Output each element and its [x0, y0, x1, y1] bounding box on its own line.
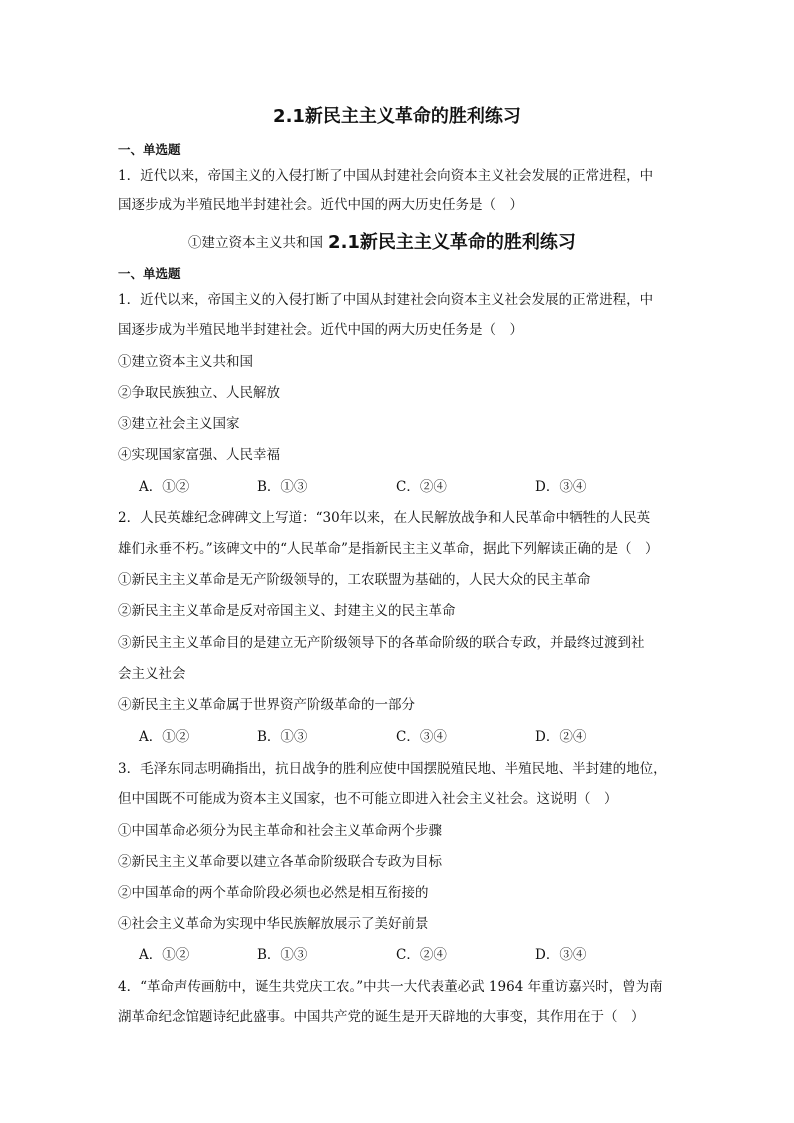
question-1-item-2: ②争取民族独立、人民解放	[118, 385, 280, 401]
option-a[interactable]: A．①②	[139, 729, 190, 745]
question-1-item-1: ①建立资本主义共和国	[118, 354, 253, 370]
question-4-line-2: 湖革命纪念馆题诗纪此盛事。中国共产党的诞生是开天辟地的大事变，其作用在于（ ）	[118, 1009, 645, 1025]
question-1-text-line-1: 1．近代以来，帝国主义的入侵打断了中国从封建社会向资本主义社会发展的正常进程，中	[118, 168, 654, 184]
option-c[interactable]: C．③④	[396, 729, 447, 745]
section-heading: 一、单选题	[118, 142, 181, 157]
question-3-item-2: ②新民主主义革命要以建立各革命阶级联合专政为目标	[118, 854, 442, 870]
question-2-item-4: ④新民主主义革命属于世界资产阶级革命的一部分	[118, 697, 415, 713]
question-2-line-1: 2．人民英雄纪念碑碑文上写道：“30年以来，在人民解放战争和人民革命中牺牲的人民英	[118, 510, 651, 526]
option-a[interactable]: A．①②	[139, 479, 190, 495]
question-3-item-4: ④社会主义革命为实现中华民族解放展示了美好前景	[118, 916, 429, 932]
question-1-text-line-2: 国逐步成为半殖民地半封建社会。近代中国的两大历史任务是（ ）	[118, 197, 523, 213]
option-c[interactable]: C．②④	[396, 479, 447, 495]
option-b[interactable]: B．①③	[257, 947, 308, 963]
page-title: 2.1新民主主义革命的胜利练习	[273, 106, 521, 127]
question-1-line-1: 1．近代以来，帝国主义的入侵打断了中国从封建社会向资本主义社会发展的正常进程，中	[118, 292, 654, 308]
option-b[interactable]: B．①③	[257, 729, 308, 745]
option-d[interactable]: D．③④	[535, 479, 587, 495]
section-heading-repeat: 一、单选题	[118, 266, 181, 281]
question-2-item-3: ③新民主主义革命目的是建立无产阶级领导下的各革命阶级的联合专政，并最终过渡到社	[118, 635, 645, 651]
question-1-item-3: ③建立社会主义国家	[118, 416, 240, 432]
question-2-item-2: ②新民主主义革命是反对帝国主义、封建主义的民主革命	[118, 603, 456, 619]
question-3-line-1: 3．毛泽东同志明确指出，抗日战争的胜利应使中国摆脱殖民地、半殖民地、半封建的地位，	[118, 761, 667, 777]
option-a[interactable]: A．①②	[139, 947, 190, 963]
question-1-item-overlap: ①建立资本主义共和国	[188, 235, 323, 251]
option-d[interactable]: D．③④	[535, 947, 587, 963]
question-2-line-2: 雄们永垂不朽。”该碑文中的“人民革命”是指新民主主义革命，据此下列解读正确的是（ ）	[118, 541, 659, 557]
question-2-options	[0, 728, 794, 746]
question-3-item-3: ②中国革命的两个革命阶段必须也必然是相互衔接的	[118, 885, 429, 901]
question-1-item-4: ④实现国家富强、人民幸福	[118, 447, 280, 463]
question-2-item-3-continued: 会主义社会	[118, 666, 186, 682]
option-b[interactable]: B．①③	[257, 479, 308, 495]
option-d[interactable]: D．②④	[535, 729, 587, 745]
question-4-line-1: 4．“革命声传画舫中，诞生共党庆工农。”中共一大代表董必武 1964 年重访嘉兴时，曾为南	[118, 979, 663, 995]
question-1-options	[0, 478, 794, 496]
page-title-repeat: 2.1新民主主义革命的胜利练习	[328, 232, 576, 253]
question-3-item-1: ①中国革命必须分为民主革命和社会主义革命两个步骤	[118, 823, 442, 839]
option-c[interactable]: C．②④	[396, 947, 447, 963]
question-1-line-2: 国逐步成为半殖民地半封建社会。近代中国的两大历史任务是（ ）	[118, 322, 523, 338]
question-3-line-2: 但中国既不可能成为资本主义国家，也不可能立即进入社会主义社会。这说明（ ）	[118, 791, 618, 807]
question-2-item-1: ①新民主主义革命是无产阶级领导的，工农联盟为基础的，人民大众的民主革命	[118, 572, 591, 588]
question-3-options	[0, 946, 794, 964]
